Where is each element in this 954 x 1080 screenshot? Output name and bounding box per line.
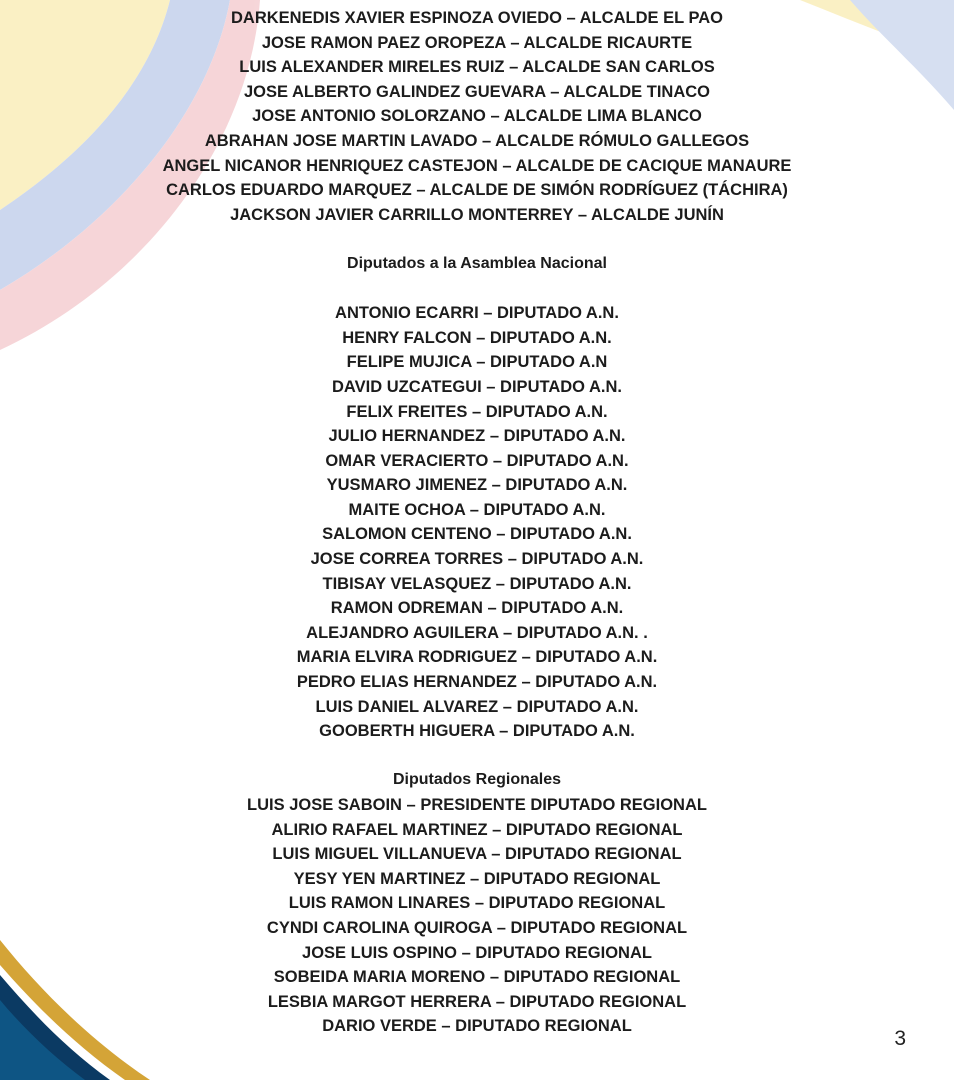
diputado-regional-line: JOSE LUIS OSPINO – DIPUTADO REGIONAL	[302, 943, 652, 962]
diputado-an-line: ALEJANDRO AGUILERA – DIPUTADO A.N. .	[306, 623, 648, 642]
diputado-an-line: LUIS DANIEL ALVAREZ – DIPUTADO A.N.	[315, 697, 639, 716]
diputado-an-line: HENRY FALCON – DIPUTADO A.N.	[342, 328, 612, 347]
diputado-regional-line: DARIO VERDE – DIPUTADO REGIONAL	[322, 1017, 632, 1036]
alcalde-line: JACKSON JAVIER CARRILLO MONTERREY – ALCALDE JUNÍN	[230, 205, 724, 224]
diputado-regional-line: SOBEIDA MARIA MORENO – DIPUTADO REGIONAL	[273, 968, 681, 987]
alcalde-line: DARKENEDIS XAVIER ESPINOZA OVIEDO – ALCALDE EL PAO	[230, 9, 723, 27]
diputado-regional-line: YESY YEN MARTINEZ – DIPUTADO REGIONAL	[293, 869, 661, 888]
alcalde-line: LUIS ALEXANDER MIRELES RUIZ – ALCALDE SAN CARLOS	[239, 58, 715, 77]
diputado-an-line: YUSMARO JIMENEZ – DIPUTADO A.N.	[326, 476, 628, 495]
diputado-an-line: MARIA ELVIRA RODRIGUEZ – DIPUTADO A.N.	[296, 648, 658, 667]
diputado-an-line: SALOMON CENTENO – DIPUTADO A.N.	[322, 525, 632, 544]
alcalde-line: JOSE RAMON PAEZ OROPEZA – ALCALDE RICAURTE	[261, 33, 693, 52]
diputado-regional-line: LESBIA MARGOT HERRERA – DIPUTADO REGIONAL	[267, 992, 687, 1011]
alcalde-line: JOSE ALBERTO GALINDEZ GUEVARA – ALCALDE TINACO	[244, 82, 710, 101]
diputado-an-line: MAITE OCHOA – DIPUTADO A.N.	[348, 500, 606, 519]
diputado-an-line: FELIPE MUJICA – DIPUTADO A.N	[346, 353, 608, 372]
diputado-an-line: JOSE CORREA TORRES – DIPUTADO A.N.	[310, 550, 644, 569]
diputado-regional-line: LUIS JOSE SABOIN – PRESIDENTE DIPUTADO REGIONAL	[247, 796, 707, 814]
diputado-regional-line: LUIS RAMON LINARES – DIPUTADO REGIONAL	[288, 894, 666, 913]
diputado-an-line: DAVID UZCATEGUI – DIPUTADO A.N.	[332, 377, 622, 396]
section-heading-regionales: Diputados Regionales	[392, 771, 562, 789]
diputado-an-line: FELIX FREITES – DIPUTADO A.N.	[346, 402, 608, 421]
diputado-regional-line: ALIRIO RAFAEL MARTINEZ – DIPUTADO REGIONAL	[271, 820, 683, 839]
diputado-regional-line: LUIS MIGUEL VILLANUEVA – DIPUTADO REGIONAL	[272, 845, 682, 864]
diputado-an-line: RAMON ODREMAN – DIPUTADO A.N.	[330, 599, 624, 618]
diputado-an-line: PEDRO ELIAS HERNANDEZ – DIPUTADO A.N.	[296, 673, 658, 692]
diputado-regional-line: CYNDI CAROLINA QUIROGA – DIPUTADO REGIONAL	[266, 918, 688, 937]
alcalde-line: ANGEL NICANOR HENRIQUEZ CASTEJON – ALCALDE DE CACIQUE MANAURE	[162, 156, 792, 175]
diputado-an-line: TIBISAY VELASQUEZ – DIPUTADO A.N.	[322, 574, 632, 593]
section-heading-asamblea: Diputados a la Asamblea Nacional	[347, 254, 607, 272]
alcalde-line: ABRAHAN JOSE MARTIN LAVADO – ALCALDE RÓMULO GALLEGOS	[204, 131, 750, 150]
diputado-an-line: OMAR VERACIERTO – DIPUTADO A.N.	[325, 451, 629, 470]
page-number: 3	[894, 1027, 906, 1050]
diputado-an-line: JULIO HERNANDEZ – DIPUTADO A.N.	[328, 427, 626, 446]
diputado-an-line: ANTONIO ECARRI – DIPUTADO A.N.	[335, 304, 619, 323]
alcalde-line: CARLOS EDUARDO MARQUEZ – ALCALDE DE SIMÓN RODRÍGUEZ (TÁCHIRA)	[166, 181, 788, 200]
alcalde-line: JOSE ANTONIO SOLORZANO – ALCALDE LIMA BLANCO	[252, 107, 702, 126]
diputado-an-line: GOOBERTH HIGUERA – DIPUTADO A.N.	[319, 722, 635, 741]
